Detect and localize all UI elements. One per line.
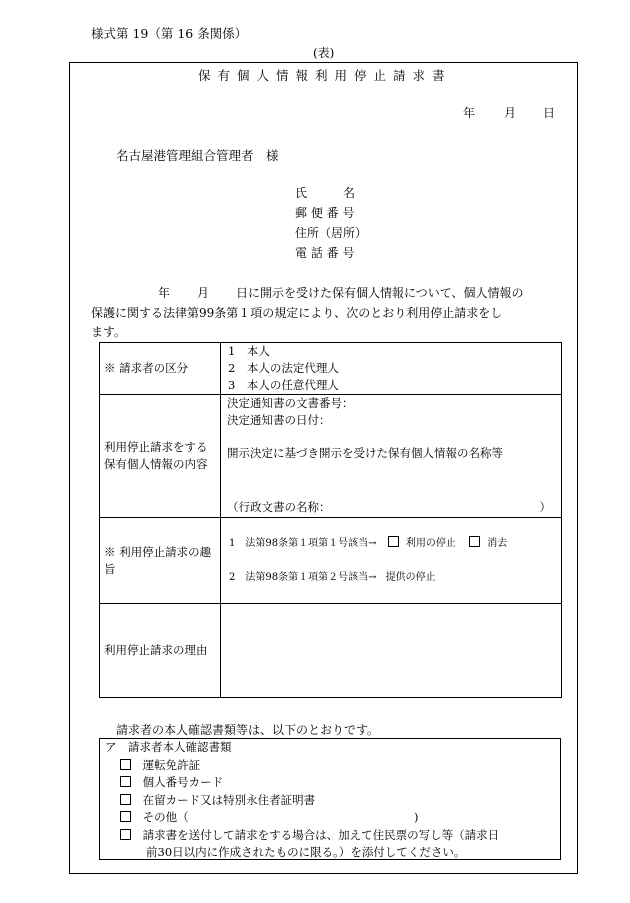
- purpose-row: [100, 518, 562, 604]
- stop-provision-label: 提供の停止: [385, 572, 436, 583]
- other-close: ): [414, 810, 419, 824]
- other-label: その他（: [142, 810, 189, 824]
- mynumber-label: 個人番号カード: [142, 775, 224, 789]
- applicant-name-label: 氏 名: [295, 186, 356, 200]
- mail-checkbox[interactable]: [120, 829, 131, 840]
- request-table: [99, 342, 562, 698]
- content-label: 利用停止請求をする保有個人情報の内容: [100, 395, 221, 518]
- reason-row: [100, 604, 562, 698]
- content-row: [100, 395, 562, 518]
- purpose-item-2-prefix: 2 法第98条第１項第２号該当→: [229, 572, 377, 583]
- content-cell: [221, 395, 562, 518]
- residence-card-checkbox[interactable]: [120, 794, 131, 805]
- reason-label: 利用停止請求の理由: [100, 604, 221, 698]
- date-day-label: 日: [543, 106, 556, 120]
- side-label: (表): [313, 46, 335, 60]
- admin-doc-label: （行政文書の名称：: [227, 500, 331, 514]
- residence-card-label: 在留カード又は特別永住者証明書: [142, 792, 316, 807]
- category-options: [221, 343, 562, 395]
- intro-line-2: 保護に関する法律第99条第１項の規定により、次のとおり利用停止請求をし: [91, 306, 503, 320]
- addressee: 名古屋港管理組合管理者 様: [116, 148, 279, 163]
- form-number: 様式第 19（第 16 条関係）: [91, 26, 248, 41]
- intro-year: 年: [158, 286, 171, 300]
- identity-heading: 請求者の本人確認書類等は、以下のとおりです。: [116, 723, 380, 737]
- category-row: [100, 343, 562, 395]
- identity-box-title: ア 請求者本人確認書類: [105, 740, 232, 754]
- date-year-label: 年: [463, 106, 476, 120]
- applicant-phone-label: 電 話 番 号: [295, 246, 355, 260]
- category-option-legal-agent: 2 本人の法定代理人: [228, 361, 339, 375]
- purpose-item-1-prefix: 1 法第98条第１項第１号該当→: [229, 538, 377, 549]
- doc-number-label: 決定通知書の文書番号：: [227, 396, 354, 410]
- erase-label: 消去: [487, 538, 508, 549]
- mail-note-line-1: 請求書を送付して請求をする場合は、加えて住民票の写し等（請求日: [142, 827, 500, 842]
- intro-line-1: 日に開示を受けた保有個人情報について、個人情報の: [236, 286, 524, 300]
- license-label: 運転免許証: [142, 757, 201, 772]
- stop-use-checkbox[interactable]: [388, 536, 399, 547]
- category-label: ※ 請求者の区分: [100, 343, 221, 395]
- reason-input-area[interactable]: [221, 604, 562, 698]
- applicant-postal-label: 郵 便 番 号: [295, 206, 355, 220]
- purpose-item-2: [229, 569, 561, 586]
- license-checkbox[interactable]: [120, 759, 131, 770]
- identity-box: [99, 738, 561, 860]
- date-month-label: 月: [504, 106, 517, 120]
- identity-item-other: [100, 809, 560, 827]
- purpose-item-1: [229, 535, 561, 552]
- identity-item-mynumber: [100, 774, 560, 792]
- identity-item-mail: [100, 827, 560, 845]
- admin-doc-close: ）: [539, 500, 551, 514]
- mail-note-line-2: 前30日以内に作成されたものに限る。）を添付してください。: [146, 845, 466, 859]
- mynumber-checkbox[interactable]: [120, 776, 131, 787]
- applicant-address-label: 住所（居所）: [295, 226, 368, 240]
- intro-line-3: ます。: [91, 325, 127, 339]
- erase-checkbox[interactable]: [469, 536, 480, 547]
- identity-item-license: [100, 757, 560, 775]
- category-option-voluntary-agent: 3 本人の任意代理人: [228, 378, 339, 392]
- identity-item-residence: [100, 792, 560, 810]
- intro-month: 月: [197, 286, 210, 300]
- purpose-cell: [221, 518, 562, 604]
- other-checkbox[interactable]: [120, 811, 131, 822]
- purpose-label: ※ 利用停止請求の趣旨: [100, 518, 221, 604]
- category-option-self: 1 本人: [228, 344, 270, 358]
- info-name-label: 開示決定に基づき開示を受けた保有個人情報の名称等: [227, 446, 503, 460]
- doc-date-label: 決定通知書の日付：: [227, 413, 331, 427]
- page-title: 保有個人情報利用停止請求書: [198, 68, 452, 83]
- stop-use-label: 利用の停止: [405, 538, 456, 549]
